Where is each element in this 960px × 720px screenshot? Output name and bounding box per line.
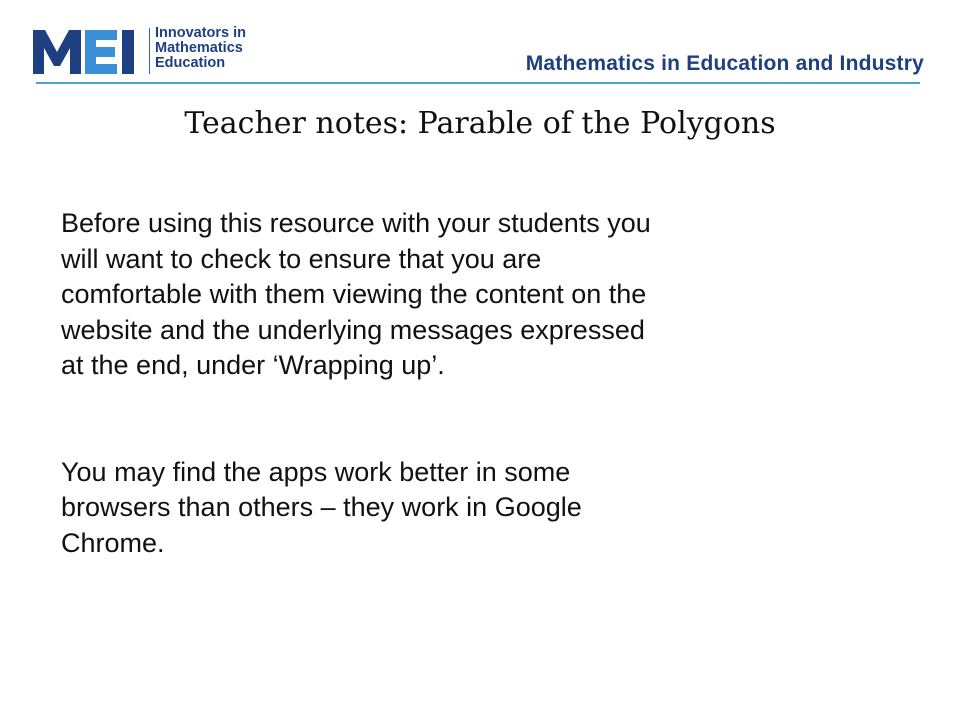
tagline: Mathematics in Education and Industry [525,52,924,75]
logo-divider [149,28,150,74]
paragraph-1 [61,206,891,384]
mei-logo-mark [33,26,143,76]
header [0,0,960,90]
logo-line-3: Education [155,55,226,71]
slide-title: Teacher notes: Parable of the Polygons [184,106,776,141]
paragraph-1-line: Before using this resource with your students you [61,208,651,238]
paragraph-1-line: website and the underlying messages expressed [61,314,645,345]
paragraph-2-line: You may find the apps work better in some [61,456,571,487]
paragraph-2-line: Chrome. [61,527,165,558]
slide-body [61,206,891,561]
paragraph-1-line: at the end, under ‘Wrapping up’. [61,350,445,380]
logo-text [155,26,246,71]
paragraph-1-line: will want to check to ensure that you are [61,243,542,274]
logo-line-2: Mathematics [155,40,243,56]
header-rule [36,82,920,84]
logo-line-1: Innovators in [155,25,247,41]
paragraph-1-line: comfortable with them viewing the content on the [61,279,647,309]
mei-logo [33,26,283,76]
paragraph-2 [61,455,891,562]
paragraph-2-line: browsers than others – they work in Google [61,492,582,522]
